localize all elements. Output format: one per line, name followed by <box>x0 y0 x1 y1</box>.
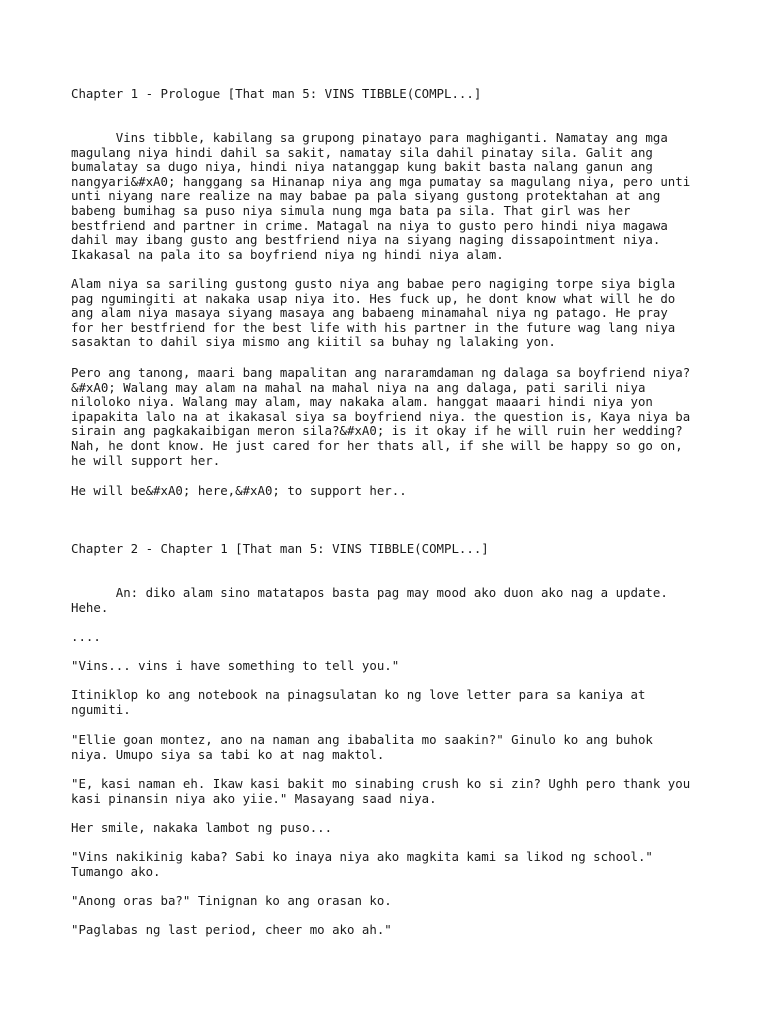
chapter-2-paragraph-7: Her smile, nakaka lambot ng puso... <box>71 820 333 835</box>
chapter-1-heading: Chapter 1 - Prologue [That man 5: VINS TIBBLE(COMPL...] <box>71 86 482 101</box>
chapter-2-paragraph-5: "Ellie goan montez, ano na naman ang ibabalita mo saakin?" Ginulo ko ang buhok niya. Umupo siya sa tabi ko at nag maktol. <box>71 732 653 762</box>
chapter-1-paragraph-4: He will be&#xA0; here,&#xA0; to support her.. <box>71 483 407 498</box>
chapter-2-paragraph-1: An: diko alam sino matatapos basta pag may mood ako duon ako nag a update. Hehe. <box>71 585 668 615</box>
chapter-2-paragraph-6: "E, kasi naman eh. Ikaw kasi bakit mo sinabing crush ko si zin? Ughh pero thank you kasi pinansin niya ako yiie." Masayang saad niya. <box>71 776 691 806</box>
chapter-2-paragraph-9: "Anong oras ba?" Tinignan ko ang orasan ko. <box>71 893 392 908</box>
chapter-2-heading: Chapter 2 - Chapter 1 [That man 5: VINS TIBBLE(COMPL...] <box>71 541 489 556</box>
chapter-1-paragraph-2: Alam niya sa sariling gustong gusto niya ang babae pero nagiging torpe siya bigla pag ngumingiti at nakaka usap niya ito. Hes fuck up, he dont know what will he do ang alam niya masaya siyang masaya ang babaeng minamahal niya ng patago. He pray for her bestfriend for the best life with his partner in the future wag lang niya sasaktan to dahil siya mismo ang kiitil sa buhay ng lalaking yon. <box>71 276 676 350</box>
chapter-2-paragraph-8: "Vins nakikinig kaba? Sabi ko inaya niya ako magkita kami sa likod ng school." Tumango ako. <box>71 849 653 879</box>
chapter-2-paragraph-3: "Vins... vins i have something to tell you." <box>71 658 400 673</box>
chapter-2-paragraph-2: .... <box>71 629 101 644</box>
chapter-2-paragraph-4: Itiniklop ko ang notebook na pinagsulatan ko ng love letter para sa kaniya at ngumiti. <box>71 687 646 717</box>
chapter-1-paragraph-1: Vins tibble, kabilang sa grupong pinatayo para maghiganti. Namatay ang mga magulang niya hindi dahil sa sakit, namatay sila dahil pinatay sila. Galit ang bumalatay sa dugo niya, hindi niya natanggap kung bakit basta nalang ganun ang nangyari&#xA0; hanggang sa Hinanap niya ang mga pumatay sa magulang niya, pero unti unti niyang nare realize na may babae pa pala siyang gustong protektahan at ang babeng bumihag sa puso niya simula nung mga bata pa sila. That girl was her bestfriend and partner in crime. Matagal na niya to gusto pero hindi niya magawa dahil may ibang gusto ang bestfriend niya na siyang naging dissapointment niya. Ikakasal na pala ito sa boyfriend niya ng hindi niya alam. <box>71 130 691 262</box>
chapter-1-paragraph-3: Pero ang tanong, maari bang mapalitan ang nararamdaman ng dalaga sa boyfriend niya? &#xA0; Walang may alam na mahal na mahal niya na ang dalaga, pati sarili niya niloloko niya. Walang may alam, may nakaka alam. hanggat maaari hindi niya yon ipapakita lalo na at ikakasal siya sa boyfriend niya. the question is, Kaya niya ba sirain ang pagkakaibigan meron sila?&#xA0; is it okay if he will ruin her wedding? Nah, he dont know. He just cared for her thats all, if she will be happy so go on, he will support her. <box>71 365 691 468</box>
chapter-2-paragraph-10: "Paglabas ng last period, cheer mo ako ah." <box>71 922 392 937</box>
